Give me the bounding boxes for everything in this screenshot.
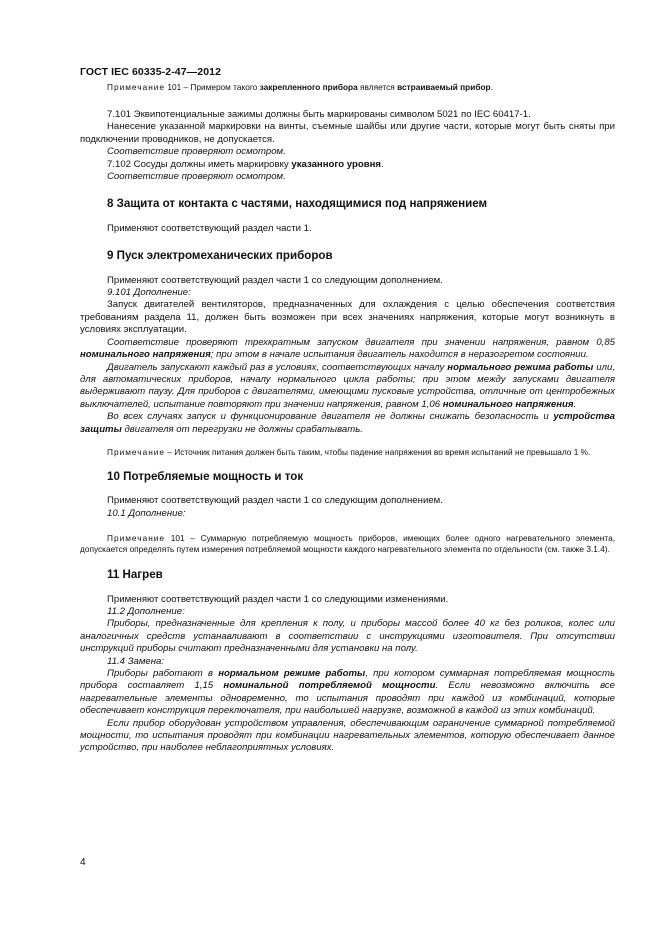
clause-7-102: 7.102 Сосуды должны иметь маркировку указанного уровня.	[107, 158, 384, 170]
paragraph: Приборы работают в нормальном режиме работы, при котором суммарная потребляемая мощность прибора составляет 1,15 номинальной потребляемой мощности. Если невозможно включить все нагревательные элементы одновременно, то испытания проводят при каждой из комбинаций, которые обеспечивает конструкция переключателя, при наибольшей нагрузке, возможной в каждой из этих комбинаций.	[80, 668, 615, 717]
section-10-heading: 10 Потребляемые мощность и ток	[107, 469, 304, 483]
paragraph: Применяют соответствующий раздел части 1.	[107, 222, 312, 234]
section-8-heading: 8 Защита от контакта с частями, находящимися под напряжением	[107, 197, 488, 211]
clause-10-1: 10.1 Дополнение:	[107, 507, 186, 519]
clause-7-101: 7.101 Эквипотенциальные зажимы должны быть маркированы символом 5021 по IEC 60417-1.	[107, 109, 531, 120]
paragraph: Если прибор оборудован устройством управления, обеспечивающим ограничение суммарной потребляемой мощности, то испытания проводят при комбинации нагревательных элементов, которую обеспечивает данное устройство, при наиболее неблагоприятных условиях.	[80, 717, 615, 754]
paragraph: Приборы, предназначенные для крепления к полу, и приборы массой более 40 кг без роликов, колес или аналогичных средств устанавливают в соответствии с инструкциями изготовителя. При отсутствии инструкций приборы считают предназначенными для установки на полу.	[80, 618, 615, 655]
note-10-101: Примечание 101 – Суммарную потребляемую мощность приборов, имеющих более одного нагревательного элемента, допускается определять путем измерения потребляемой мощности каждого нагревательного элемента по отдельности (см. также 3.1.4).	[80, 533, 615, 555]
compliance-paragraph: Соответствие проверяют трехкратным запуском двигателя при значении напряжения, равном 0,85 номинального напряжения; при этом в начале испытания двигатель находится в неразогретом состоянии.	[80, 336, 615, 361]
section-11-heading: 11 Нагрев	[107, 568, 163, 582]
note-101-top: Примечание 101 – Примером такого закрепленного прибора является встраиваемый прибор.	[107, 82, 493, 92]
paragraph: Запуск двигателей вентиляторов, предназначенных для охлаждения с целью обеспечения соответствия требованиям раздела 11, должен быть возможен при всех значениях напряжения, которые могут возникнуть в условиях эксплуатации.	[80, 299, 615, 336]
paragraph: Применяют соответствующий раздел части 1 со следующим дополнением.	[107, 274, 443, 286]
clause-11-4: 11.4 Замена:	[107, 655, 165, 667]
compliance-note: Соответствие проверяют осмотром.	[107, 146, 286, 158]
section-9-heading: 9 Пуск электромеханических приборов	[107, 249, 333, 263]
document-header: ГОСТ IEC 60335-2-47—2012	[80, 66, 222, 78]
document-body	[80, 80, 615, 755]
paragraph: Применяют соответствующий раздел части 1 со следующими изменениями.	[107, 593, 449, 605]
clause-9-101: 9.101 Дополнение:	[107, 287, 191, 299]
paragraph: Применяют соответствующий раздел части 1 со следующим дополнением.	[107, 495, 443, 507]
page-number: 4	[80, 857, 86, 868]
paragraph: Нанесение указанной маркировки на винты, съемные шайбы или другие части, которые могут быть сняты при подключении проводников, не допускается.	[80, 121, 615, 145]
clause-11-2: 11.2 Дополнение:	[107, 605, 185, 617]
note-9: Примечание – Источник питания должен быть таким, чтобы падение напряжения во время испытаний не превышало 1 %.	[107, 446, 591, 457]
compliance-note: Соответствие проверяют осмотром.	[107, 171, 286, 183]
compliance-paragraph: Двигатель запускают каждый раз в условиях, соответствующих началу нормального режима работы или, для автоматических приборов, началу нормального цикла работы; при этом между запусками двигателя выдерживают паузу. Для приборов с двигателями, имеющими пусковые устройства, отличные от центробежных выключателей, испытание повторяют при значении напряжения, равном 1,06 номинального напряжения.	[80, 361, 615, 410]
compliance-paragraph: Во всех случаях запуск и функционирование двигателя не должны снижать безопасность и устройства защиты двигателя от перегрузки не должны срабатывать.	[80, 411, 615, 435]
